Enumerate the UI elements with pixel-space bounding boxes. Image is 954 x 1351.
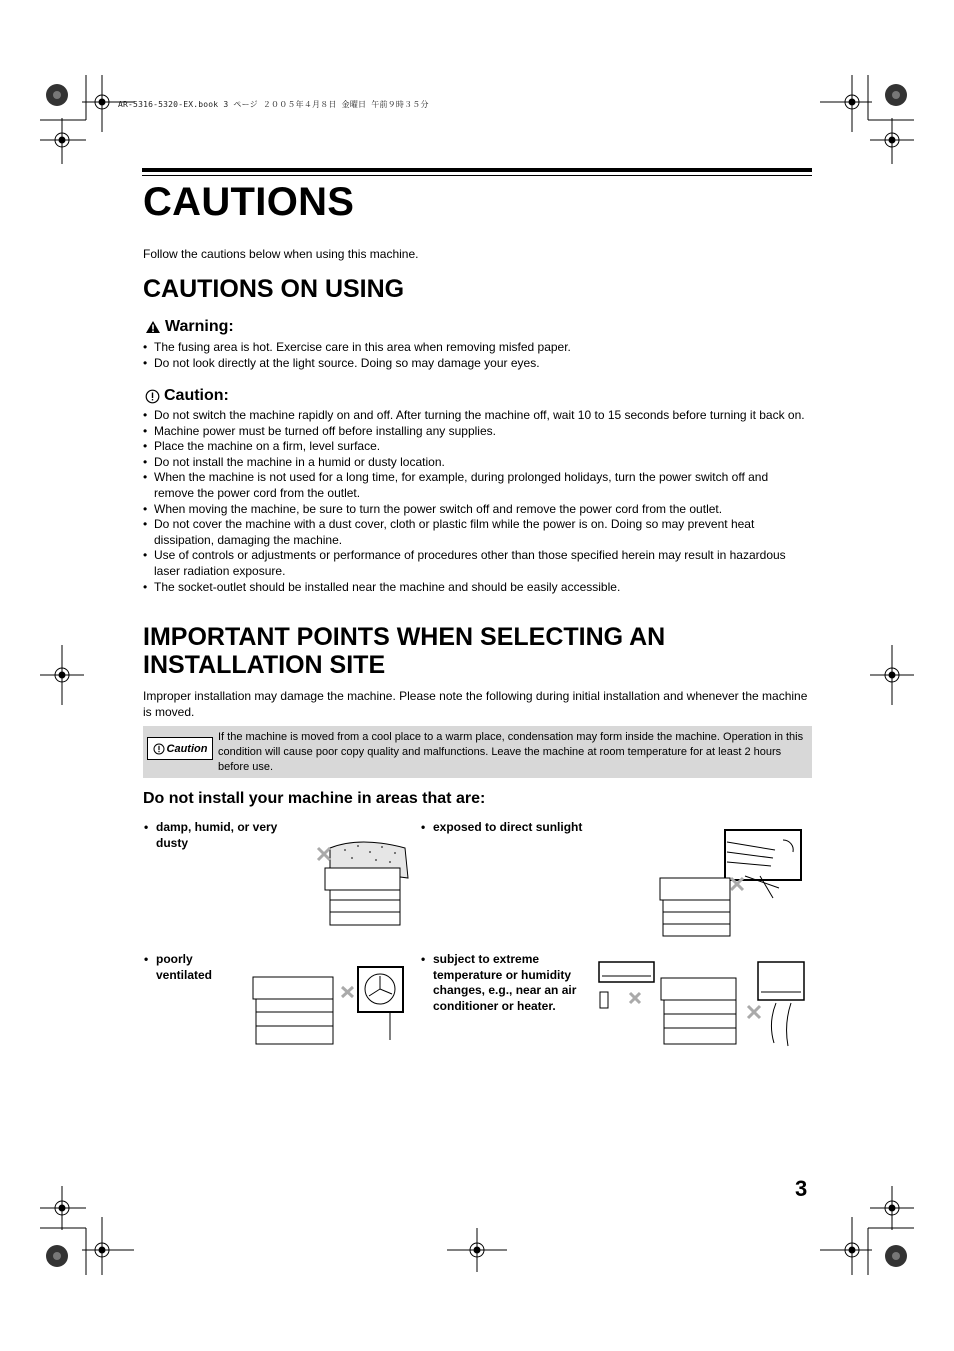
list-item: • The socket-outlet should be installed near the machine and should be easily accessible. xyxy=(143,580,808,596)
title-rule-thin xyxy=(142,175,812,176)
illustration-damp xyxy=(310,838,415,930)
install-item-ventilation: • poorly ventilated xyxy=(144,952,213,982)
list-item: • Machine power must be turned off before installing any supplies. xyxy=(143,424,808,440)
illustration-temperature xyxy=(596,958,808,1050)
page-title: CAUTIONS xyxy=(143,180,355,224)
caution-circle-icon xyxy=(145,389,160,404)
list-item: • Place the machine on a firm, level surface. xyxy=(143,439,808,455)
section-heading-installation-site: IMPORTANT POINTS WHEN SELECTING AN INSTALLATION SITE xyxy=(143,623,666,679)
intro-text: Follow the cautions below when using this machine. xyxy=(143,247,419,261)
caution-label: Caution: xyxy=(164,387,229,404)
caution-list xyxy=(143,408,808,595)
warning-triangle-icon xyxy=(145,320,161,334)
list-item: • When moving the machine, be sure to turn the power switch off and remove the power cord from the outlet. xyxy=(143,502,808,518)
list-item: • Do not look directly at the light source. Doing so may damage your eyes. xyxy=(143,356,808,372)
list-item: • Do not cover the machine with a dust cover, cloth or plastic film while the power is on. Doing so may prevent heat dissipation, damaging the machine. xyxy=(143,517,808,548)
illustration-sunlight xyxy=(655,828,805,940)
warning-list xyxy=(143,340,808,371)
warning-label: Warning: xyxy=(165,318,234,335)
install-item-sunlight: • exposed to direct sunlight xyxy=(421,820,583,834)
illustration-ventilation xyxy=(248,962,413,1047)
title-rule xyxy=(142,168,812,172)
installation-intro: Improper installation may damage the machine. Please note the following during initial installation and whenever the machine is moved. xyxy=(143,689,808,719)
caution-circle-icon xyxy=(153,743,165,755)
list-item: • When the machine is not used for a long time, for example, during prolonged holidays, turn the power switch off and remove the power cord from the outlet. xyxy=(143,470,808,501)
caution-badge-label: Caution xyxy=(166,742,208,755)
install-item-damp: • damp, humid, or very dusty xyxy=(144,820,278,850)
list-item: • Use of controls or adjustments or performance of procedures other than those specified herein may result in hazardous laser radiation exposure. xyxy=(143,548,808,579)
page-number: 3 xyxy=(795,1176,808,1201)
list-item: • Do not switch the machine rapidly on and off. After turning the machine off, wait 10 to 15 seconds before turning it back on. xyxy=(143,408,808,424)
caution-box-text: If the machine is moved from a cool place to a warm place, condensation may form inside the machine. Operation in this condition will cause poor copy quality and malfunctions. Leave the machine at room temperature for at least 2 hours before use. xyxy=(218,731,804,773)
section-heading-cautions-on-using: CAUTIONS ON USING xyxy=(143,275,405,303)
install-item-temperature: • subject to extreme temperature or humidity changes, e.g., near an air conditioner or heater. xyxy=(421,952,577,1013)
caution-heading xyxy=(145,387,229,405)
list-item: • Do not install the machine in a humid or dusty location. xyxy=(143,455,808,471)
copier-illustration-icon xyxy=(325,868,400,925)
caution-badge xyxy=(147,737,213,760)
list-item: • The fusing area is hot. Exercise care in this area when removing misfed paper. xyxy=(143,340,808,356)
file-meta-header: AR-5316-5320-EX.book 3 ページ ２００５年４月８日 金曜日 午前９時３５分 xyxy=(118,100,429,109)
subheading-do-not-install: Do not install your machine in areas that are: xyxy=(143,790,486,807)
warning-heading xyxy=(145,318,234,336)
